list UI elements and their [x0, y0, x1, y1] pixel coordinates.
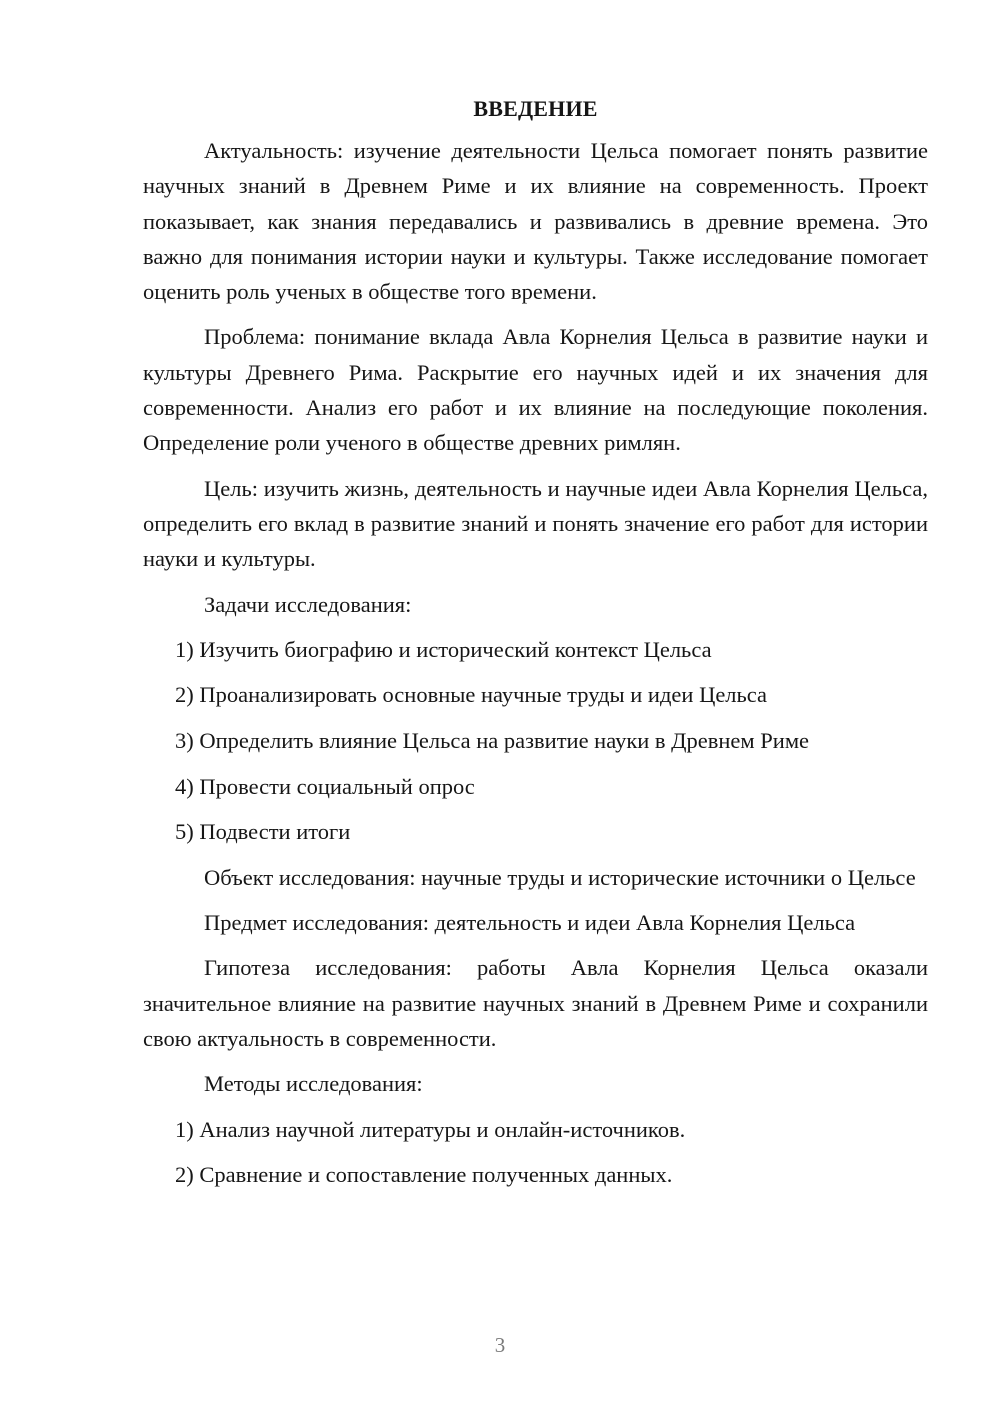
task-item: 5) Подвести итоги [175, 819, 351, 845]
method-item: 2) Сравнение и сопоставление полученных данных. [175, 1162, 673, 1188]
hypothesis-paragraph: Гипотеза исследования: работы Авла Корнелия Цельса оказали значительное влияние на развитие научных знаний в Древнем Риме и сохранили свою актуальность в современности. [143, 955, 928, 1052]
page-content [143, 91, 928, 1203]
task-item: 1) Изучить биографию и исторический контекст Цельса [175, 636, 712, 662]
task-item: 4) Провести социальный опрос [175, 773, 475, 799]
object-paragraph: Объект исследования: научные труды и исторические источники о Цельсе [204, 864, 916, 890]
subject-paragraph: Предмет исследования: деятельность и идеи Авла Корнелия Цельса [204, 910, 856, 936]
tasks-heading: Задачи исследования: [204, 591, 412, 617]
goal-paragraph: Цель: изучить жизнь, деятельность и научные идеи Авла Корнелия Цельса, определить его вклад в развитие знаний и понять значение его работ для истории науки и культуры. [143, 475, 928, 572]
methods-list [143, 1112, 928, 1193]
methods-heading: Методы исследования: [204, 1071, 423, 1097]
method-item: 1) Анализ научной литературы и онлайн-источников. [175, 1116, 686, 1142]
relevance-paragraph: Актуальность: изучение деятельности Цельса помогает понять развитие научных знаний в Древнем Риме и их влияние на современность. Проект показывает, как знания передавались и развивались в древние времена. Это важно для понимания истории науки и культуры. Также исследование помогает оценить роль ученых в обществе того времени. [143, 138, 928, 305]
task-item: 3) Определить влияние Цельса на развитие науки в Древнем Риме [175, 728, 810, 754]
tasks-list [143, 632, 928, 850]
task-item: 2) Проанализировать основные научные труды и идеи Цельса [175, 682, 768, 708]
section-title: ВВЕДЕНИЕ [473, 96, 598, 121]
problem-paragraph: Проблема: понимание вклада Авла Корнелия Цельса в развитие науки и культуры Древнего Рима. Раскрытие его научных идей и их значения для современности. Анализ его работ и их влияние на последующие поколения. Определение роли ученого в обществе древних римлян. [143, 324, 928, 456]
page-number: 3 [494, 1333, 506, 1357]
